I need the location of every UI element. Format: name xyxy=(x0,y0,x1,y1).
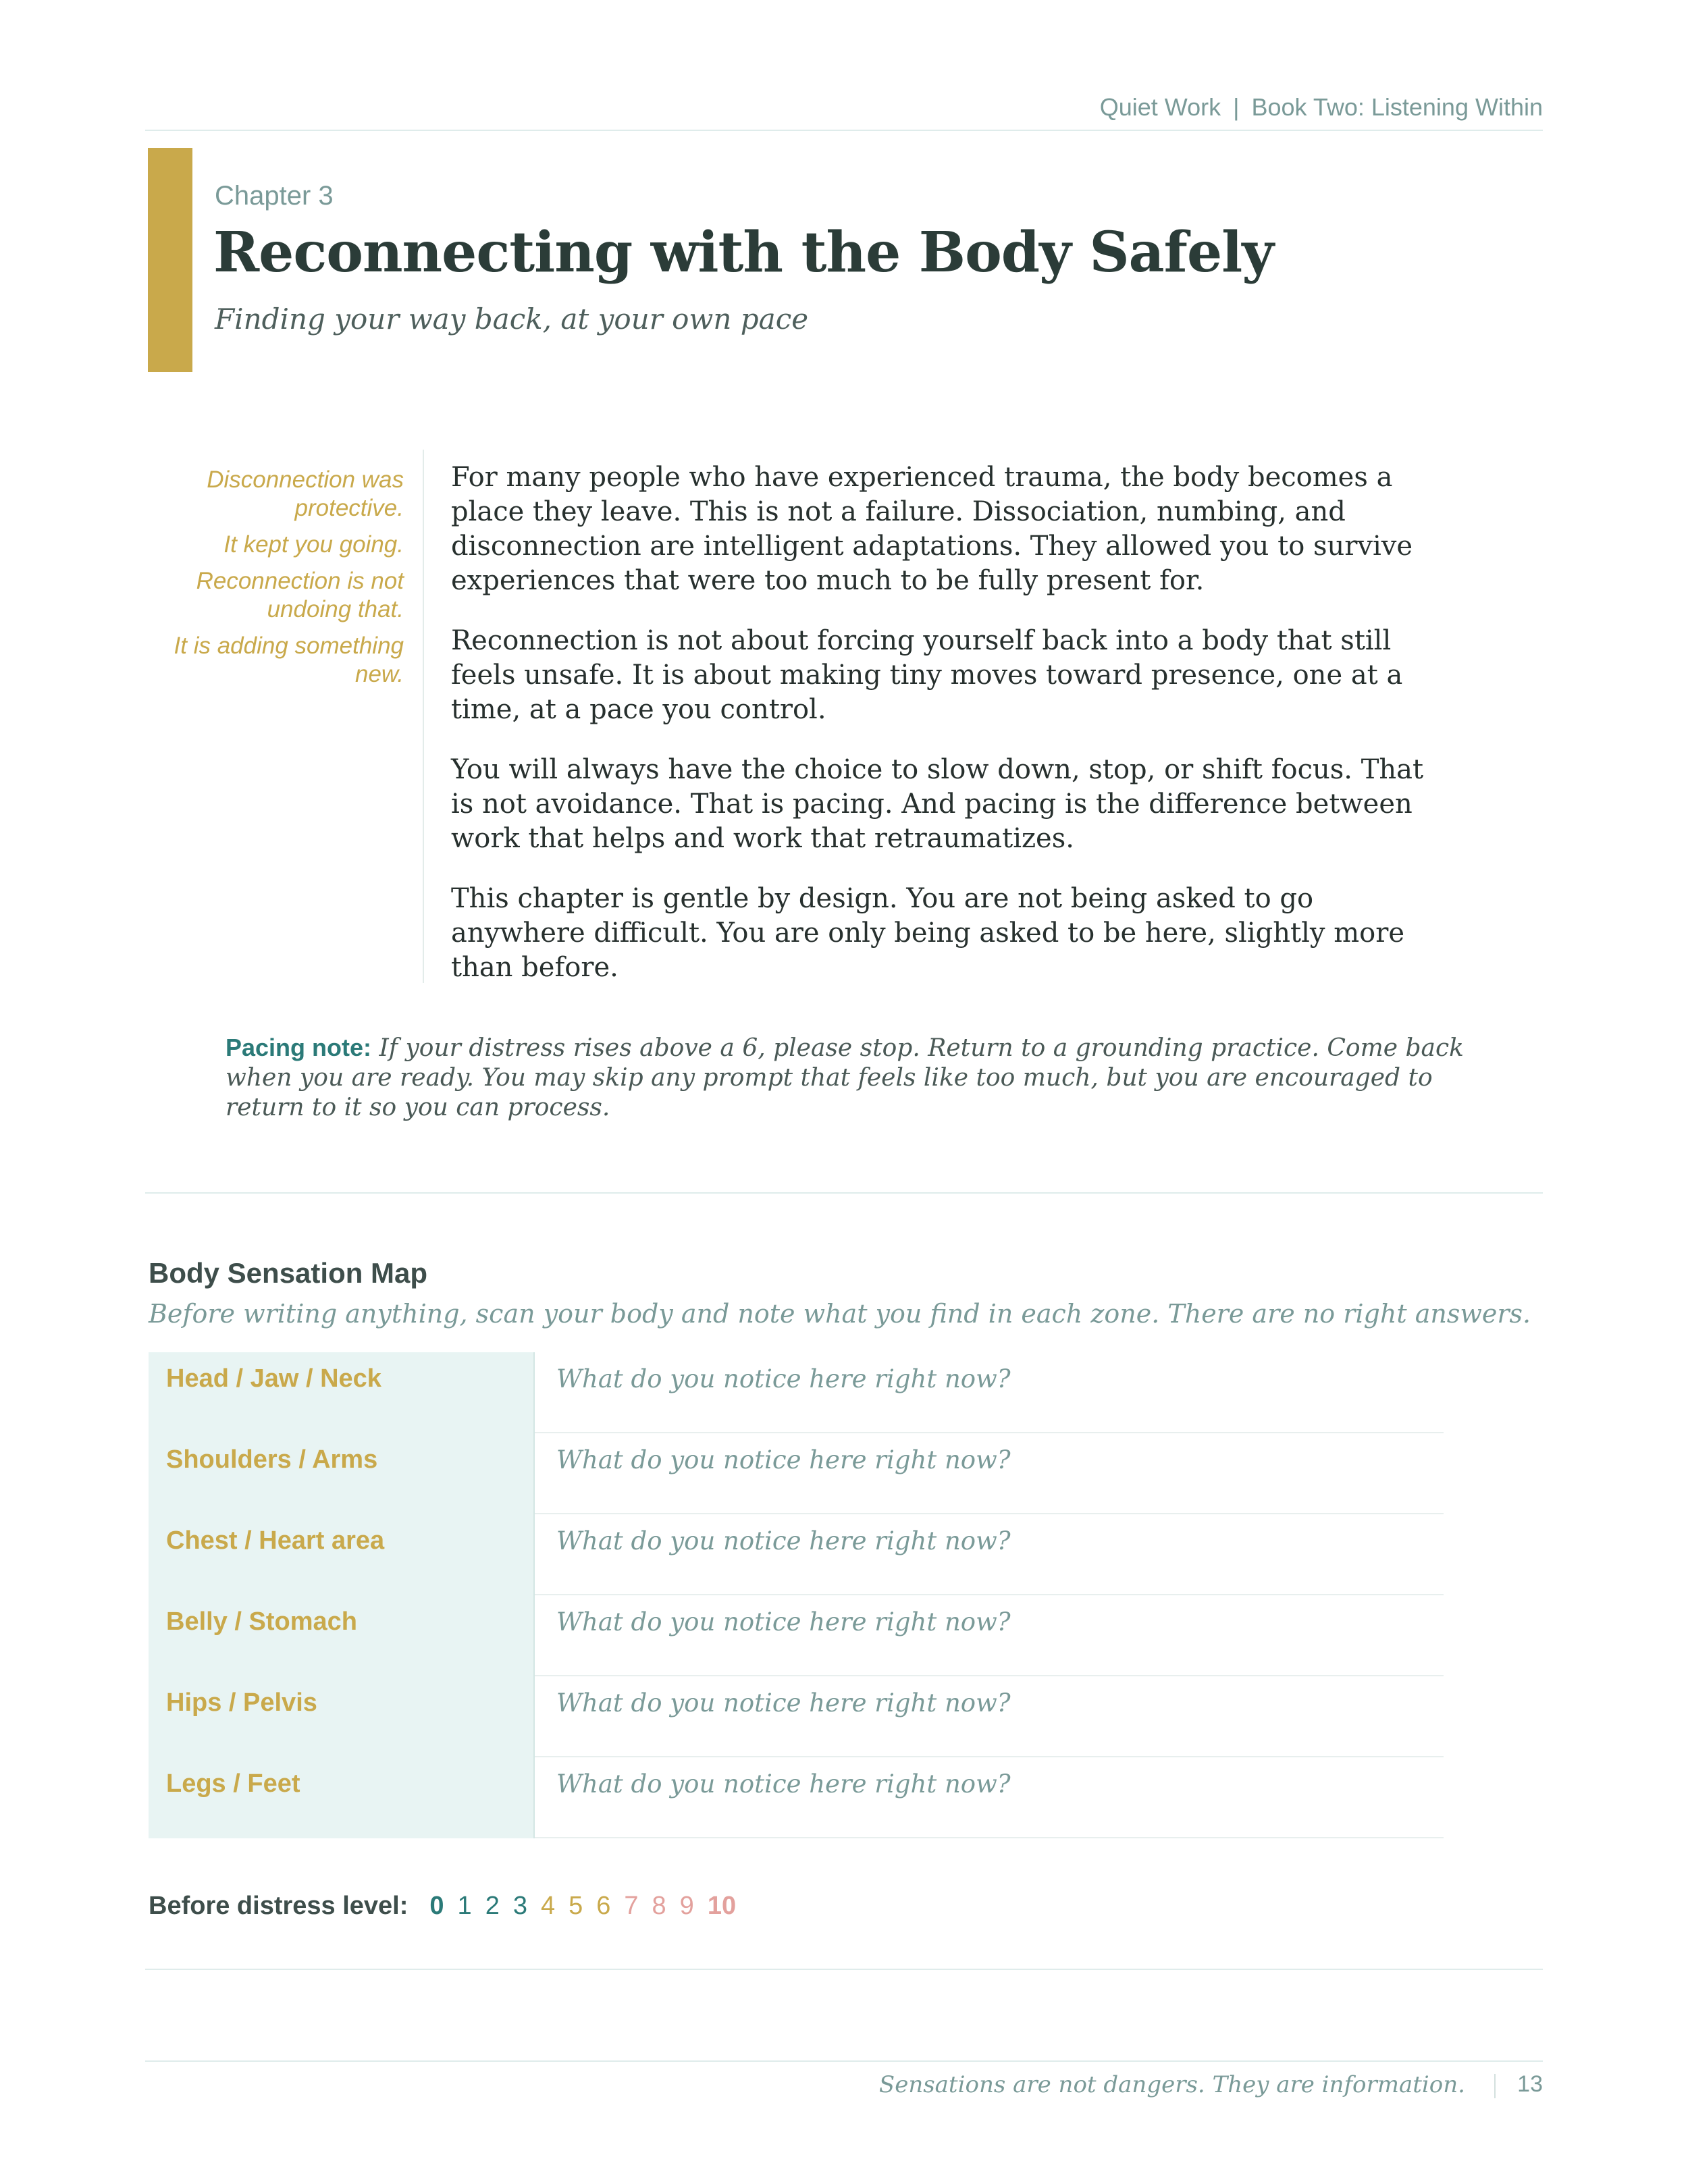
distress-scale-label: Before distress level: xyxy=(149,1892,408,1920)
footer-quote: Sensations are not dangers. They are information. xyxy=(878,2071,1465,2098)
distress-level-1[interactable]: 1 xyxy=(457,1892,472,1920)
pullquote-line: It kept you going. xyxy=(223,531,404,558)
zone-response-field[interactable]: What do you notice here right now? xyxy=(535,1352,1444,1433)
series-title: Quiet Work xyxy=(1099,93,1221,121)
header-separator: | xyxy=(1233,93,1240,121)
pacing-note-text: If your distress rises above a 6, please stop. Return to a grounding practice. Come back when you are ready. You may skip any prompt that feels like too much, but you are encouraged to return to it so you can process. xyxy=(226,1034,1464,1121)
page-footer xyxy=(145,2060,1543,2102)
body-map-row xyxy=(149,1433,1444,1514)
chapter-accent-bar xyxy=(148,148,192,372)
distress-level-8[interactable]: 8 xyxy=(652,1892,666,1920)
distress-levels xyxy=(429,1892,749,1921)
body-paragraph: This chapter is gentle by design. You are not being asked to go anywhere difficult. You are only being asked to be here, slightly more than before. xyxy=(451,883,1404,983)
pacing-note xyxy=(226,1033,1481,1123)
distress-level-0[interactable]: 0 xyxy=(429,1892,444,1920)
footer-separator xyxy=(1494,2074,1496,2098)
chapter-title: Reconnecting with the Body Safely xyxy=(213,220,1273,285)
zone-response-field[interactable]: What do you notice here right now? xyxy=(535,1433,1444,1514)
pacing-note-label: Pacing note: xyxy=(226,1034,372,1061)
zone-response-field[interactable]: What do you notice here right now? xyxy=(535,1676,1444,1757)
zone-label: Legs / Feet xyxy=(149,1757,535,1838)
body-map-row xyxy=(149,1352,1444,1433)
pullquote xyxy=(149,466,404,697)
pullquote-line: Reconnection is not undoing that. xyxy=(196,568,404,622)
distress-level-9[interactable]: 9 xyxy=(679,1892,694,1920)
body-text xyxy=(451,460,1444,1011)
body-paragraph: You will always have the choice to slow down, stop, or shift focus. That is not avoidance. That is pacing. And pacing is the difference between work that helps and work that retraumatizes. xyxy=(451,754,1424,854)
distress-level-3[interactable]: 3 xyxy=(512,1892,527,1920)
distress-level-7[interactable]: 7 xyxy=(624,1892,639,1920)
distress-level-4[interactable]: 4 xyxy=(540,1892,556,1920)
body-map-intro: Before writing anything, scan your body and note what you find in each zone. There are no right answers. xyxy=(149,1299,1531,1329)
section-divider xyxy=(145,1969,1543,1970)
distress-level-10[interactable]: 10 xyxy=(707,1892,737,1920)
chapter-subtitle: Finding your way back, at your own pace xyxy=(215,302,809,336)
body-paragraph: Reconnection is not about forcing yourself back into a body that still feels unsafe. It is about making tiny moves toward presence, one at a time, at a pace you control. xyxy=(451,625,1403,725)
body-map-title: Body Sensation Map xyxy=(149,1257,428,1289)
distress-level-5[interactable]: 5 xyxy=(569,1892,583,1920)
zone-label: Shoulders / Arms xyxy=(149,1433,535,1514)
book-title: Book Two: Listening Within xyxy=(1251,93,1543,121)
column-divider xyxy=(423,450,424,983)
zone-response-field[interactable]: What do you notice here right now? xyxy=(535,1514,1444,1595)
distress-level-2[interactable]: 2 xyxy=(485,1892,500,1920)
running-header xyxy=(145,93,1543,131)
body-map-row xyxy=(149,1757,1444,1838)
section-divider xyxy=(145,1192,1543,1194)
zone-response-field[interactable]: What do you notice here right now? xyxy=(535,1757,1444,1838)
zone-label: Hips / Pelvis xyxy=(149,1676,535,1757)
body-map-row xyxy=(149,1514,1444,1595)
pullquote-line: It is adding something new. xyxy=(174,633,404,687)
zone-response-field[interactable]: What do you notice here right now? xyxy=(535,1595,1444,1676)
page-number: 13 xyxy=(1517,2071,1543,2097)
distress-level-6[interactable]: 6 xyxy=(596,1892,611,1920)
body-map-table xyxy=(149,1352,1444,1838)
body-map-row xyxy=(149,1676,1444,1757)
pullquote-line: Disconnection was protective. xyxy=(207,467,404,521)
body-paragraph: For many people who have experienced trauma, the body becomes a place they leave. This is not a failure. Dissociation, numbing, and disconnection are intelligent adaptations. They allowed you to survive experiences that were too much to be fully present for. xyxy=(451,462,1413,596)
zone-label: Head / Jaw / Neck xyxy=(149,1352,535,1433)
chapter-label: Chapter 3 xyxy=(215,181,334,211)
body-map-row xyxy=(149,1595,1444,1676)
zone-label: Chest / Heart area xyxy=(149,1514,535,1595)
distress-scale xyxy=(149,1892,749,1921)
zone-label: Belly / Stomach xyxy=(149,1595,535,1676)
